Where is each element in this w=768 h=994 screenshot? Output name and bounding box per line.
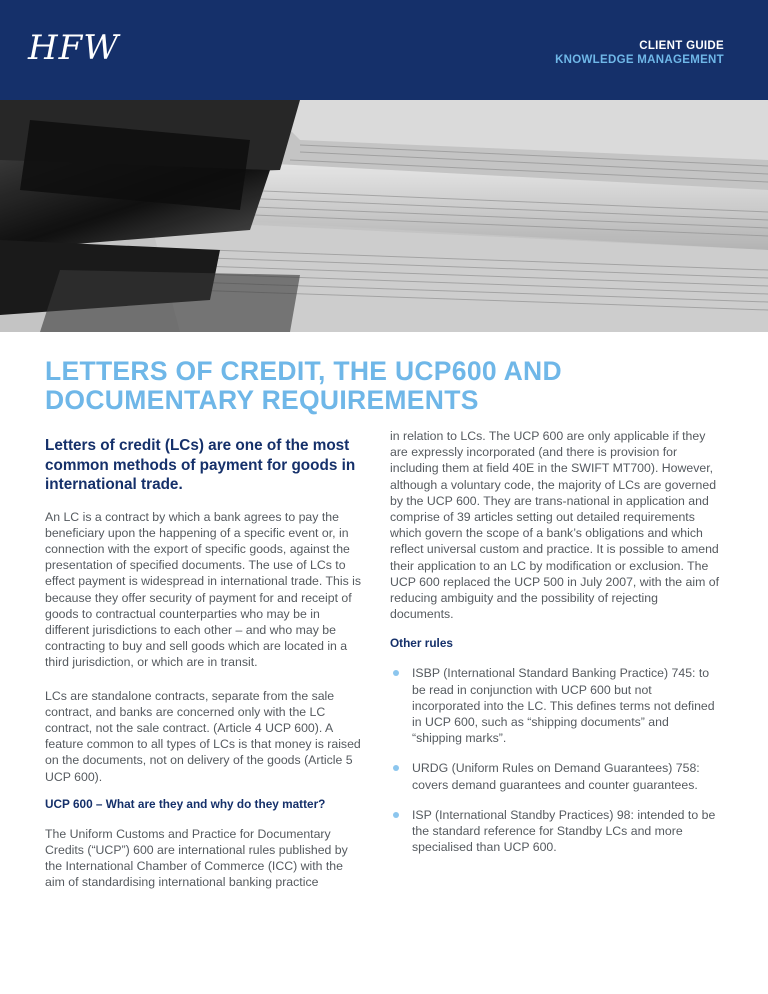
client-guide-label: CLIENT GUIDE [639, 40, 724, 52]
intro-statement: Letters of credit (LCs) are one of the most common methods of payment for goods in international trade. [45, 437, 356, 493]
paragraph: The Uniform Customs and Practice for Documentary Credits (“UCP”) 600 are international rules published by the International Chamber of Commerce (ICC) with the aim of standardising international banking practice [45, 826, 348, 890]
header-bar [0, 0, 768, 100]
document-type-label [555, 39, 724, 67]
logo-text: HFW [28, 28, 120, 68]
section-heading-ucp600: UCP 600 – What are they and why do they matter? [45, 796, 326, 811]
document-title: LETTERS OF CREDIT, THE UCP600 AND DOCUMENTARY REQUIREMENTS [45, 356, 562, 415]
bullet-icon [393, 812, 399, 818]
rules-list [390, 665, 722, 855]
list-item [390, 807, 722, 856]
hero-photo [0, 100, 768, 332]
list-item-text: ISBP (International Standard Banking Practice) 745: to be read in conjunction with UCP 600 but not incorporated into the LC. This defines terms not defined in UCP 600, such as “shipping documents” and “shipping marks”. [412, 666, 715, 746]
list-item-text: URDG (Uniform Rules on Demand Guarantees) 758: covers demand guarantees and counter guarantees. [412, 761, 700, 792]
paragraph: LCs are standalone contracts, separate from the sale contract, and banks are concerned only with the LC contract, not the sale contract. (Article 4 UCP 600). A feature common to all types of LCs is that money is raised on the documents, not on delivery of the goods (Article 5 UCP 600). [45, 688, 361, 784]
knowledge-management-label: KNOWLEDGE MANAGEMENT [555, 54, 724, 66]
paragraph: An LC is a contract by which a bank agrees to pay the beneficiary upon the happening of a specific event or, in connection with the export of specific goods, against the presentation of specified documents. The use of LCs to effect payment is widespread in international trade. This is because they offer security of payment for and receipt of goods to contractual counterparties who may be in different jurisdictions to each other – and who may be contracting to buy and sell goods which are located in a third jurisdiction, or which are in transit. [45, 509, 362, 670]
list-item [390, 760, 722, 792]
paragraph: in relation to LCs. The UCP 600 are only applicable if they are expressly incorporated (and there is provision for including them at field 40E in the SWIFT MT700). However, although a voluntary code, the majority of LCs are governed by the UCP 600. They are trans-national in application and comprise of 39 articles setting out detailed requirements which govern the scope of a bank’s obligations and which reflect universal custom and practice. It is possible to amend their application to an LC by modification or exclusion. The UCP 600 replaced the UCP 500 in July 2007, with the aim of reducing ambiguity and the possibility of rejecting documents. [390, 429, 720, 622]
bullet-icon [393, 670, 399, 676]
left-column [45, 436, 365, 908]
hfw-logo [28, 22, 128, 78]
list-item-text: ISP (International Standby Practices) 98: intended to be the standard reference for Standby LCs and more specialised than UCP 600. [412, 807, 716, 855]
section-heading-other-rules: Other rules [390, 636, 453, 651]
photo-icon [0, 100, 768, 332]
list-item [390, 665, 722, 746]
bullet-icon [393, 765, 399, 771]
right-column [390, 428, 722, 869]
